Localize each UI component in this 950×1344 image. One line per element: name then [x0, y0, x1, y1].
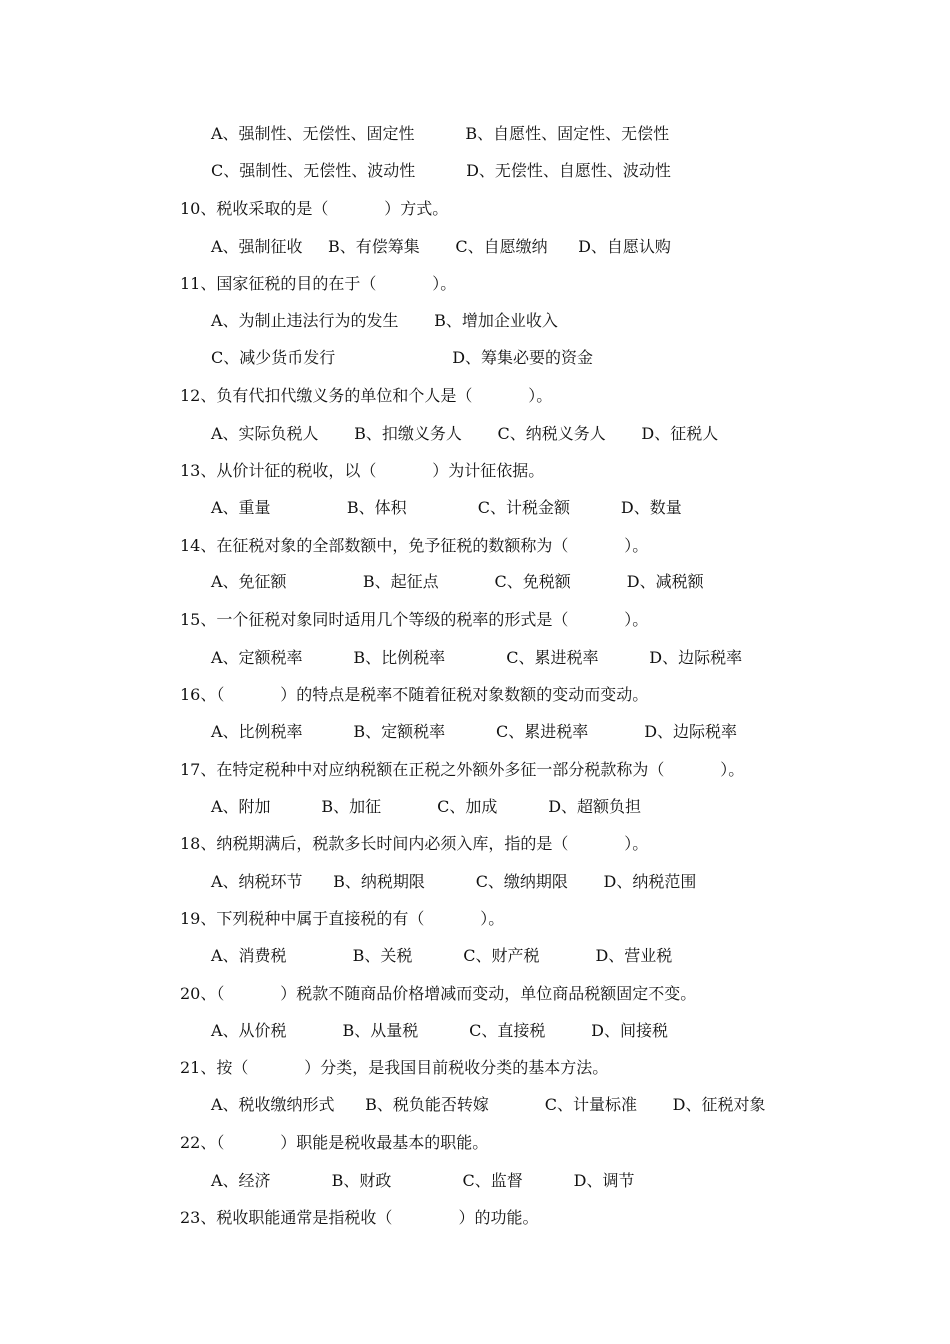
question-15: 15、一个征税对象同时适用几个等级的税率的形式是（ ）。: [180, 610, 649, 629]
question-14: 14、在征税对象的全部数额中，免予征税的数额称为（ ）。: [180, 536, 649, 555]
question-17: 17、在特定税种中对应纳税额在正税之外额外多征一部分税款称为（ ）。: [180, 760, 745, 779]
question-21: 21、按（ ）分类，是我国目前税收分类的基本方法。: [180, 1058, 609, 1077]
question-11: 11、国家征税的目的在于（ ）。: [180, 274, 457, 293]
question-12-options: A、实际负税人 B、扣缴义务人 C、纳税义务人 D、征税人: [211, 424, 719, 443]
question-17-options: A、附加 B、加征 C、加成 D、超额负担: [211, 797, 642, 816]
question-11-options-row-2: C、减少货币发行 D、筹集必要的资金: [211, 348, 594, 367]
question-13-options: A、重量 B、体积 C、计税金额 D、数量: [211, 498, 682, 517]
question-10-options: A、强制征收 B、有偿筹集 C、自愿缴纳 D、自愿认购: [211, 237, 671, 256]
question-11-options-row-1: A、为制止违法行为的发生 B、增加企业收入: [211, 311, 558, 330]
question-16-options: A、比例税率 B、定额税率 C、累进税率 D、边际税率: [211, 722, 738, 741]
question-16: 16、（ ）的特点是税率不随着征税对象数额的变动而变动。: [180, 685, 649, 704]
question-20-options: A、从价税 B、从量税 C、直接税 D、间接税: [211, 1021, 668, 1040]
question-22: 22、（ ）职能是税收最基本的职能。: [180, 1133, 489, 1152]
question-19: 19、下列税种中属于直接税的有（ ）。: [180, 909, 505, 928]
question-22-options: A、经济 B、财政 C、监督 D、调节: [211, 1171, 635, 1190]
question-9-options-row-2: C、强制性、无偿性、波动性 D、无偿性、自愿性、波动性: [211, 161, 671, 180]
question-9-options-row-1: A、强制性、无偿性、固定性 B、自愿性、固定性、无偿性: [211, 124, 670, 143]
question-15-options: A、定额税率 B、比例税率 C、累进税率 D、边际税率: [211, 648, 743, 667]
question-20: 20、（ ）税款不随商品价格增减而变动，单位商品税额固定不变。: [180, 984, 697, 1003]
question-23: 23、税收职能通常是指税收（ ）的功能。: [180, 1208, 539, 1227]
question-18: 18、纳税期满后，税款多长时间内必须入库，指的是（ ）。: [180, 834, 649, 853]
question-19-options: A、消费税 B、关税 C、财产税 D、营业税: [211, 946, 673, 965]
question-21-options: A、税收缴纳形式 B、税负能否转嫁 C、计量标准 D、征税对象: [211, 1095, 766, 1114]
question-18-options: A、纳税环节 B、纳税期限 C、缴纳期限 D、纳税范围: [211, 872, 697, 891]
question-14-options: A、免征额 B、起征点 C、免税额 D、减税额: [211, 572, 704, 591]
question-12: 12、负有代扣代缴义务的单位和个人是（ ）。: [180, 386, 553, 405]
question-13: 13、从价计征的税收，以（ ）为计征依据。: [180, 461, 545, 480]
question-10: 10、税收采取的是（ ）方式。: [180, 199, 449, 218]
